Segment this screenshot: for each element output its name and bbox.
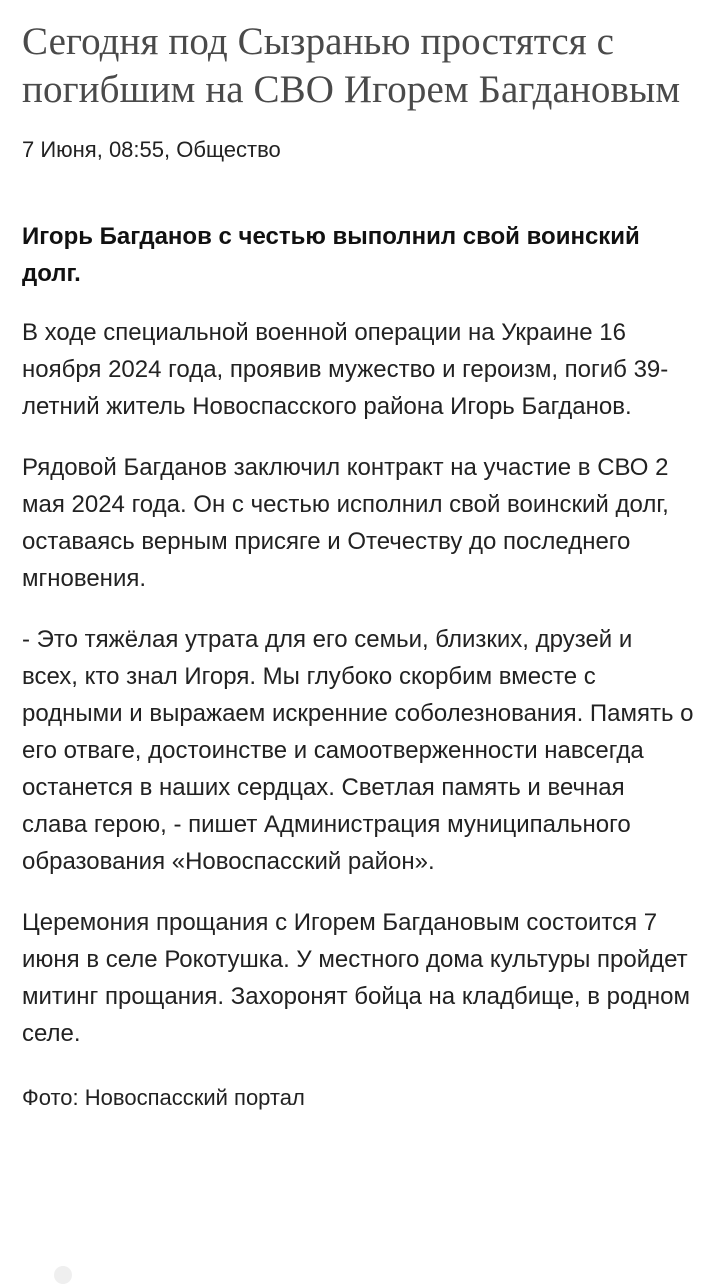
article-paragraph: Рядовой Багданов заключил контракт на участие в СВО 2 мая 2024 года. Он с честью исполнил свой воинский долг, оставаясь верным присяге и Отечеству до последнего мгновения.	[22, 454, 669, 592]
article-paragraph: Церемония прощания с Игорем Багдановым состоится 7 июня в селе Рокотушка. У местного дома культуры пройдет митинг прощания. Захоронят бойца на кладбище, в родном селе.	[22, 909, 690, 1047]
article-meta: 7 Июня, 08:55, Общество	[22, 137, 281, 162]
article-headline: Сегодня под Сызранью простятся с погибшим на СВО Игорем Багдановым	[22, 20, 681, 111]
photo-credit: Фото: Новоспасский портал	[22, 1085, 305, 1110]
article-paragraph: В ходе специальной военной операции на Украине 16 ноября 2024 года, проявив мужество и героизм, погиб 39-летний житель Новоспасского района Игорь Багданов.	[22, 319, 669, 420]
article-quote-paragraph: - Это тяжёлая утрата для его семьи, близких, друзей и всех, кто знал Игоря. Мы глубоко скорбим вместе с родными и выражаем искренние соболезнования. Память о его отваге, достоинстве и самоотверженности навсегда останется в наших сердцах. Светлая память и вечная слава герою, - пишет Администрация муниципального образования «Новоспасский район».	[22, 626, 694, 875]
corner-circle-icon	[54, 1266, 72, 1284]
article-lead: Игорь Багданов с честью выполнил свой воинский долг.	[22, 223, 640, 287]
article	[22, 0, 694, 1112]
